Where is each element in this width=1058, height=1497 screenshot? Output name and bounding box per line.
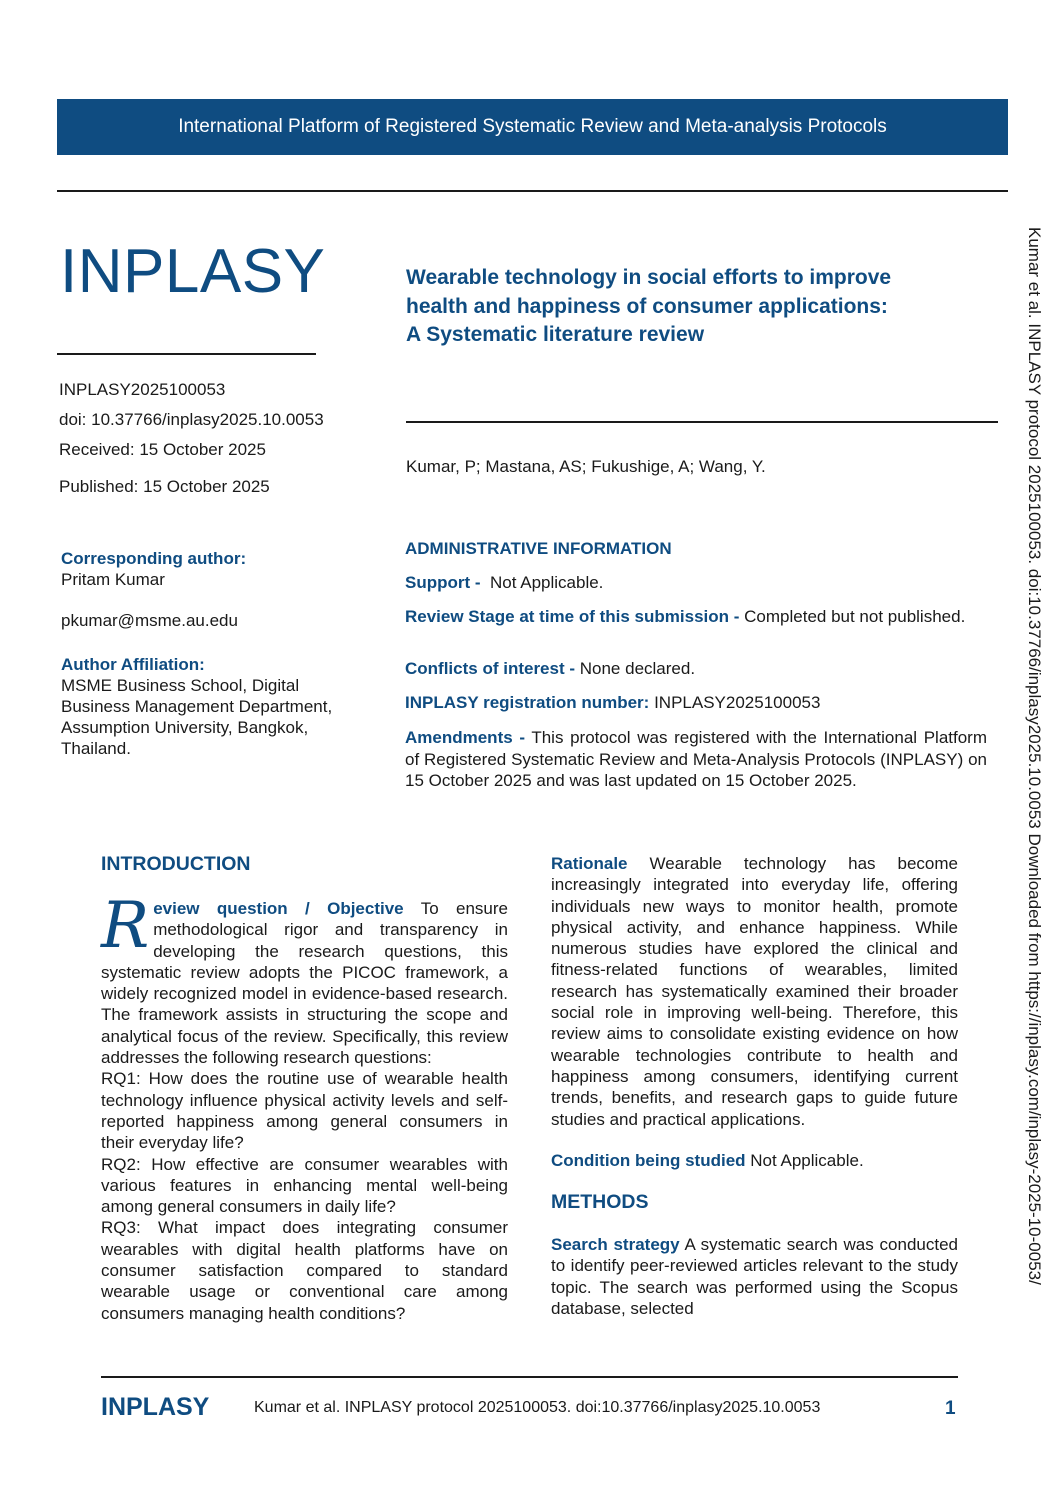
rationale-paragraph: [551, 853, 958, 1130]
search-strategy-paragraph: [551, 1234, 958, 1319]
review-question-text: To ensure methodological rigor and transparency in developing the research questions, this systematic review adopts the PICOC framework, a widely recognized model in evidence-based research. The framework assists in structuring the scope and analytical focus of the review. Specifically, this review addresses the following research questions:: [101, 899, 508, 1068]
search-strategy-text: A systematic search was conducted to identify peer-reviewed articles relevant to the study topic. The search was performed using the Scopus database, selected: [551, 1235, 958, 1319]
affiliation-line: Business Management Department,: [61, 697, 333, 716]
banner-text: International Platform of Registered Systematic Review and Meta-analysis Protocols: [178, 116, 887, 137]
corresponding-name: Pritam Kumar: [61, 570, 165, 589]
affiliation-line: Thailand.: [61, 739, 131, 758]
admin-registration: [405, 692, 987, 714]
research-question-1: RQ1: How does the routine use of wearable health technology influence physical activity levels and self-reported happiness among general consumers in their everyday life?: [101, 1069, 508, 1153]
title-line: Wearable technology in social efforts to improve: [406, 266, 892, 289]
registration-label: INPLASY registration number:: [405, 693, 650, 712]
vertical-citation: Kumar et al. INPLASY protocol 2025100053. doi:10.37766/inplasy2025.10.0053 Downloaded from https://inplasy.com/inplasy-2025-10-0053/: [1025, 227, 1044, 1285]
protocol-id: INPLASY2025100053: [59, 380, 226, 399]
inplasy-logo: INPLASY: [60, 237, 326, 306]
page-number: 1: [945, 1398, 956, 1419]
admin-heading: ADMINISTRATIVE INFORMATION: [405, 539, 672, 558]
review-question-label: eview question / Objective: [153, 899, 404, 918]
rationale-text: Wearable technology has become increasingly integrated into everyday life, offering individuals new ways to monitor health, promote physical activity, and enhance happiness. While numerous studies have explored the clinical and fitness-related functions of wearables, limited research has systematically examined their broader social role in improving well-being. Therefore, this review aims to consolidate existing evidence on how wearable technologies contribute to health and happiness among consumers, identifying current trends, benefits, and research gaps to guide future studies and practical applications.: [551, 854, 958, 1129]
logo-rule: [57, 353, 316, 355]
header-banner: [57, 99, 1008, 155]
author-affiliation: [61, 654, 361, 759]
amendments-label: Amendments -: [405, 728, 525, 747]
stage-label: Review Stage at time of this submission -: [405, 607, 740, 626]
support-value: Not Applicable.: [490, 573, 604, 592]
introduction-section: [101, 853, 508, 1324]
review-question-paragraph: [101, 889, 508, 1068]
conflicts-value: None declared.: [579, 659, 696, 678]
rationale-label: Rationale: [551, 854, 628, 873]
support-label: Support -: [405, 573, 481, 592]
condition-paragraph: [551, 1150, 958, 1171]
drop-cap: R: [101, 889, 150, 963]
condition-value: Not Applicable.: [750, 1150, 864, 1170]
conflicts-label: Conflicts of interest -: [405, 659, 576, 678]
condition-label: Condition being studied: [551, 1150, 746, 1170]
stage-value: Completed but not published.: [744, 607, 966, 626]
admin-amendments: [405, 727, 987, 792]
title-line: A Systematic literature review: [406, 323, 705, 346]
author-list: Kumar, P; Mastana, AS; Fukushige, A; Wang, Y.: [406, 457, 766, 476]
introduction-heading: INTRODUCTION: [101, 853, 251, 875]
admin-conflicts: [405, 658, 987, 680]
published-date: Published: 15 October 2025: [59, 477, 270, 496]
corresponding-email[interactable]: pkumar@msme.au.edu: [61, 611, 238, 630]
corresponding-label: Corresponding author:: [61, 549, 247, 568]
affiliation-label: Author Affiliation:: [61, 655, 205, 674]
search-strategy-label: Search strategy: [551, 1235, 680, 1255]
header-rule: [57, 190, 1008, 192]
title-rule: [406, 421, 998, 423]
research-question-2: RQ2: How effective are consumer wearables with various features in enhancing mental well-being among general consumers in daily life?: [101, 1154, 508, 1217]
article-title: [406, 264, 976, 350]
registration-value: INPLASY2025100053: [654, 693, 821, 712]
affiliation-line: MSME Business School, Digital: [61, 676, 300, 695]
protocol-doi[interactable]: doi: 10.37766/inplasy2025.10.0053: [59, 410, 324, 429]
footer-rule: [101, 1376, 958, 1378]
research-question-3: RQ3: What impact does integrating consumer wearables with digital health platforms have on consumer satisfaction compared to standard wearable usage or conventional care among consumers managing health conditions?: [101, 1218, 508, 1323]
admin-stage: [405, 606, 987, 628]
rationale-column: [551, 853, 958, 1319]
title-line: health and happiness of consumer applications:: [406, 294, 888, 318]
footer-logo: INPLASY: [101, 1393, 210, 1421]
admin-support: [405, 572, 987, 594]
methods-heading: METHODS: [551, 1191, 649, 1214]
amendments-value: This protocol was registered with the International Platform of Registered Systematic Review and Meta-Analysis Protocols (INPLASY) on 15 October 2025 and was last updated on 15 October 2025.: [405, 728, 987, 790]
received-date: Received: 15 October 2025: [59, 440, 266, 459]
affiliation-line: Assumption University, Bangkok,: [61, 718, 309, 737]
footer-citation: Kumar et al. INPLASY protocol 2025100053. doi:10.37766/inplasy2025.10.0053: [254, 1399, 821, 1416]
corresponding-author: [61, 548, 361, 631]
